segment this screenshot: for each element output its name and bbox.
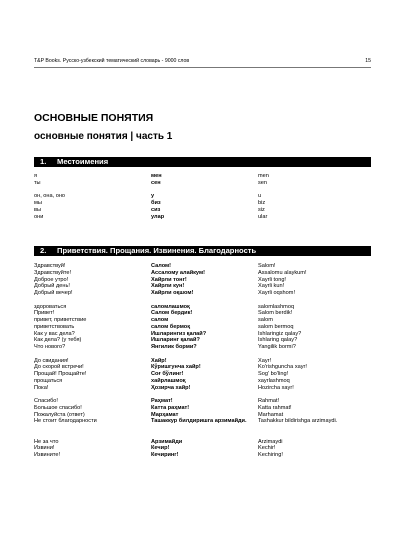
uzbek-latin-transliteration: sen: [258, 179, 268, 186]
uzbek-cyrillic-term: Кўришгунча хайр!: [151, 364, 201, 371]
uzbek-cyrillic-term: Марҳамат: [151, 411, 179, 418]
page-header: [34, 58, 371, 68]
uzbek-latin-transliteration: Salom berdik!: [258, 310, 293, 317]
vocab-row: [34, 317, 371, 324]
row-spacer: [34, 432, 371, 439]
uzbek-latin-transliteration: Rahmat!: [258, 398, 280, 404]
uzbek-cyrillic-term: Хайрли оқшом!: [151, 290, 194, 296]
russian-term: До скорой встречи!: [34, 364, 84, 371]
russian-term: Пожалуйста (ответ): [34, 411, 85, 418]
uzbek-cyrillic-term: улар: [151, 213, 165, 220]
russian-term: прощаться: [34, 377, 63, 384]
russian-term: здороваться: [34, 303, 67, 310]
uzbek-latin-transliteration: salomlashmoq: [258, 303, 295, 310]
uzbek-latin-transliteration: Marhamat: [258, 411, 284, 418]
page-number: 15: [365, 58, 371, 64]
vocab-row: [34, 344, 371, 351]
uzbek-latin-transliteration: Xayrli oqshom!: [258, 290, 295, 296]
vocab-row: [34, 398, 371, 405]
uzbek-cyrillic-term: Ҳозирча хайр!: [151, 384, 191, 391]
chapter-title: ОСНОВНЫЕ ПОНЯТИЯ: [34, 112, 154, 124]
vocab-row: [34, 337, 371, 344]
russian-term: Добрый день!: [34, 283, 70, 290]
uzbek-cyrillic-term: Арзимайди: [151, 438, 183, 445]
uzbek-cyrillic-term: Кечиринг!: [151, 452, 179, 458]
row-spacer: [34, 297, 371, 304]
uzbek-cyrillic-term: Хайрли кун!: [151, 283, 185, 290]
uzbek-latin-transliteration: Hozircha xayr!: [258, 384, 294, 391]
uzbek-latin-transliteration: u: [258, 193, 262, 200]
vocab-row: [34, 193, 371, 200]
vocab-row: [34, 405, 371, 412]
row-spacer: [34, 391, 371, 398]
vocab-row: [34, 324, 371, 331]
uzbek-cyrillic-term: биз: [151, 200, 161, 206]
russian-term: Большое спасибо!: [34, 404, 82, 411]
uzbek-latin-transliteration: Kechir!: [258, 445, 276, 452]
vocab-table-pronouns: [34, 173, 371, 220]
uzbek-latin-transliteration: men: [258, 173, 269, 179]
uzbek-latin-transliteration: siz: [258, 206, 265, 213]
uzbek-cyrillic-term: Салом бердик!: [151, 310, 193, 317]
russian-term: Как у вас дела?: [34, 330, 75, 337]
russian-term: вы: [34, 206, 41, 213]
vocab-row: [34, 180, 371, 187]
vocab-row: [34, 445, 371, 452]
uzbek-latin-transliteration: biz: [258, 200, 266, 206]
uzbek-latin-transliteration: Salom!: [258, 263, 276, 269]
uzbek-cyrillic-term: хайрлашмоқ: [151, 377, 186, 384]
uzbek-latin-transliteration: Ko'rishguncha xayr!: [258, 364, 307, 371]
vocab-row: [34, 263, 371, 270]
russian-term: приветствовать: [34, 323, 75, 330]
vocab-row: [34, 364, 371, 371]
uzbek-latin-transliteration: Yangilik bormi?: [258, 344, 296, 350]
vocab-row: [34, 270, 371, 277]
section-title: Местоимения: [57, 157, 109, 166]
vocab-row: [34, 385, 371, 392]
vocab-row: [34, 452, 371, 459]
section-number: 2.: [40, 246, 47, 255]
uzbek-cyrillic-term: мен: [151, 173, 162, 179]
vocab-row: [34, 418, 371, 432]
section-title: Приветствия. Прощания. Извинения. Благодарность: [57, 246, 257, 255]
uzbek-cyrillic-term: Ташаккур билдиришга арзимайди.: [151, 418, 247, 425]
vocab-row: [34, 331, 371, 338]
uzbek-cyrillic-term: саломлашмоқ: [151, 303, 190, 310]
russian-term: Не стоит благодарности: [34, 418, 97, 425]
russian-term: Спасибо!: [34, 398, 58, 404]
uzbek-cyrillic-term: Ассалому алайкум!: [151, 269, 205, 276]
uzbek-latin-transliteration: Kechiring!: [258, 452, 283, 458]
uzbek-cyrillic-term: салом бермоқ: [151, 323, 190, 330]
vocab-row: [34, 173, 371, 180]
russian-term: Привет!: [34, 310, 55, 317]
vocab-row: [34, 304, 371, 311]
uzbek-cyrillic-term: Ишларинг қалай?: [151, 337, 200, 344]
vocab-row: [34, 277, 371, 284]
russian-term: Пока!: [34, 384, 49, 391]
uzbek-cyrillic-term: Янгилик борми?: [151, 344, 197, 350]
uzbek-cyrillic-term: Ишларингиз қалай?: [151, 330, 207, 337]
part-title: основные понятия | часть 1: [34, 131, 173, 142]
vocab-row: [34, 310, 371, 317]
uzbek-latin-transliteration: Arzimaydi: [258, 438, 283, 445]
russian-term: Здравствуй!: [34, 263, 66, 269]
section-header-pronouns: [34, 157, 371, 167]
uzbek-latin-transliteration: Ishlaringiz qalay?: [258, 330, 302, 337]
uzbek-cyrillic-term: Катта раҳмат!: [151, 404, 190, 411]
uzbek-latin-transliteration: ular: [258, 213, 268, 220]
russian-term: Добрый вечер!: [34, 290, 73, 296]
russian-term: я: [34, 173, 38, 179]
uzbek-cyrillic-term: у: [151, 193, 155, 200]
russian-term: Извини!: [34, 445, 55, 452]
uzbek-latin-transliteration: Xayrli tong!: [258, 276, 286, 283]
russian-term: Что нового?: [34, 344, 66, 350]
row-spacer: [34, 187, 371, 194]
russian-term: Здравствуйте!: [34, 269, 72, 276]
section-header-greetings: [34, 246, 371, 256]
russian-term: Извините!: [34, 452, 61, 458]
book-title: T&P Books. Русско-узбекский тематический словарь - 9000 слов: [34, 58, 190, 64]
uzbek-latin-transliteration: Xayr!: [258, 357, 272, 364]
uzbek-cyrillic-term: Кечир!: [151, 445, 170, 452]
vocab-row: [34, 214, 371, 221]
row-spacer: [34, 351, 371, 358]
uzbek-cyrillic-term: Хайр!: [151, 357, 167, 364]
uzbek-latin-transliteration: salom bermoq: [258, 323, 294, 330]
uzbek-latin-transliteration: Assalomu alaykum!: [258, 269, 307, 276]
uzbek-latin-transliteration: xayrlashmoq: [258, 377, 290, 384]
uzbek-cyrillic-term: салом: [151, 317, 169, 323]
vocab-row: [34, 378, 371, 385]
uzbek-cyrillic-term: Салом!: [151, 263, 172, 269]
russian-term: Прощай! Прощайте!: [34, 371, 87, 377]
uzbek-cyrillic-term: сиз: [151, 206, 161, 213]
vocab-row: [34, 358, 371, 365]
russian-term: ты: [34, 179, 41, 186]
uzbek-cyrillic-term: сен: [151, 179, 161, 186]
uzbek-latin-transliteration: Sog' bo'ling!: [258, 371, 289, 377]
uzbek-latin-transliteration: Tashakkur bildirishga arzimaydi.: [258, 418, 338, 425]
russian-term: Доброе утро!: [34, 276, 69, 283]
russian-term: Как дела? (у тебя): [34, 337, 82, 344]
russian-term: привет, приветствие: [34, 317, 87, 323]
uzbek-latin-transliteration: salom: [258, 317, 273, 323]
vocab-row: [34, 207, 371, 214]
russian-term: Не за что: [34, 438, 59, 445]
vocab-row: [34, 371, 371, 378]
vocab-row: [34, 290, 371, 297]
vocab-table-greetings: [34, 263, 371, 459]
uzbek-cyrillic-term: Раҳмат!: [151, 398, 173, 404]
uzbek-cyrillic-term: Хайрли тонг!: [151, 276, 187, 283]
uzbek-latin-transliteration: Xayrli kun!: [258, 283, 285, 290]
vocab-row: [34, 439, 371, 446]
russian-term: они: [34, 213, 44, 220]
russian-term: мы: [34, 200, 42, 206]
uzbek-latin-transliteration: Ishlaring qalay?: [258, 337, 298, 344]
russian-term: До свидания!: [34, 357, 69, 364]
section-number: 1.: [40, 157, 47, 166]
uzbek-latin-transliteration: Katta rahmat!: [258, 404, 292, 411]
vocab-row: [34, 283, 371, 290]
vocab-row: [34, 200, 371, 207]
russian-term: он, она, оно: [34, 193, 66, 200]
uzbek-cyrillic-term: Соғ бўлинг!: [151, 371, 184, 377]
